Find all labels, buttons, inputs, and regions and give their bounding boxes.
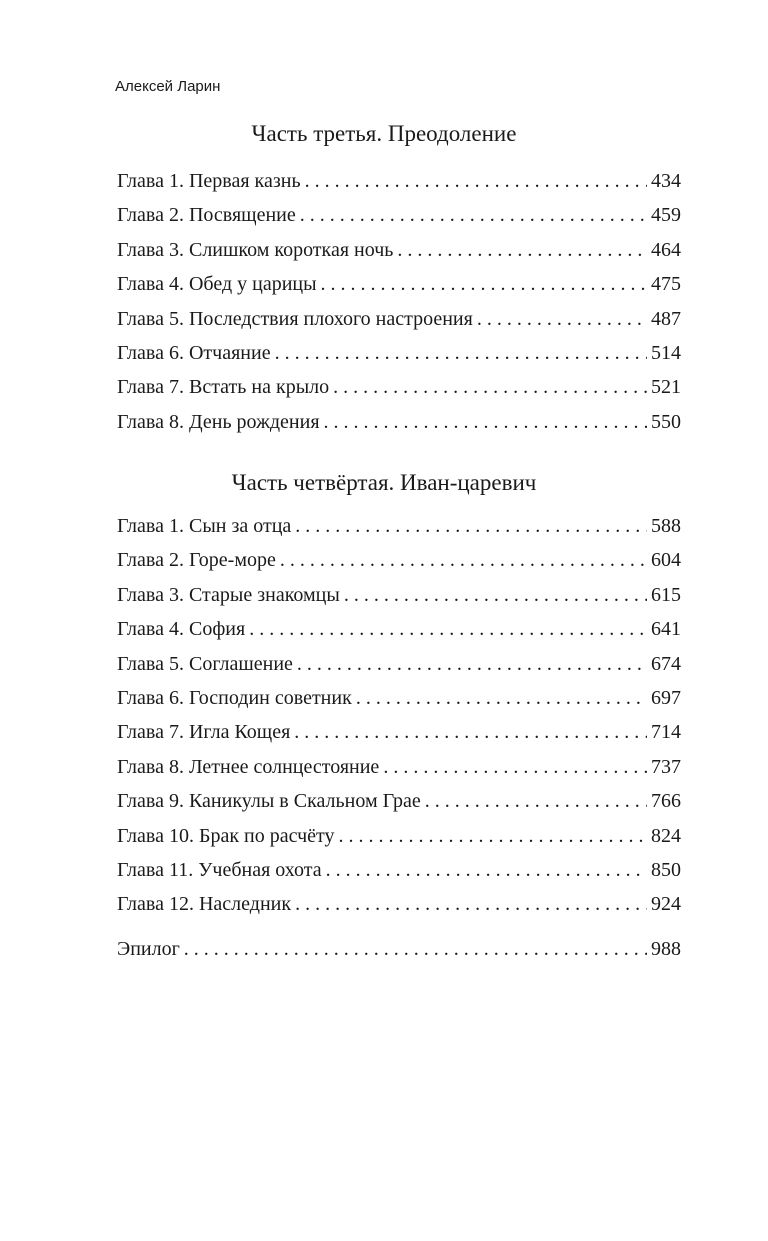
entry-label: Глава 6. Отчаяние	[117, 341, 271, 364]
entry-page: 604	[651, 549, 681, 572]
part-title: Часть четвёртая. Иван-царевич	[231, 470, 537, 495]
entry-label: Глава 5. Последствия плохого настроения	[117, 307, 473, 330]
entry-label: Глава 1. Сын за отца	[117, 515, 292, 537]
toc-entry[interactable]	[117, 790, 681, 824]
entry-label: Глава 4. София	[117, 618, 246, 641]
dot-leader	[397, 239, 647, 262]
entry-page: 615	[651, 583, 681, 606]
entry-page: 924	[651, 893, 681, 916]
entry-label: Глава 5. Соглашение	[117, 652, 293, 675]
entry-page: 434	[651, 170, 681, 192]
running-header-author: Алексей Ларин	[115, 78, 221, 95]
entry-label: Глава 10. Брак по расчёту	[117, 824, 335, 847]
toc-entry[interactable]	[117, 170, 681, 204]
dot-leader	[477, 308, 647, 331]
toc-section	[117, 515, 681, 928]
dot-leader	[356, 687, 647, 710]
entry-label: Глава 7. Встать на крыло	[117, 376, 330, 399]
entry-page: 737	[651, 755, 681, 778]
dot-leader	[324, 411, 647, 434]
toc-entry[interactable]	[117, 893, 681, 927]
entry-page: 550	[651, 410, 681, 433]
dot-leader	[339, 825, 647, 848]
toc-entry[interactable]	[117, 549, 681, 583]
toc-entry[interactable]	[117, 756, 681, 790]
entry-label: Эпилог	[117, 938, 180, 960]
entry-label: Глава 11. Учебная охота	[117, 858, 322, 881]
entry-page: 514	[651, 341, 681, 364]
entry-page: 988	[651, 938, 681, 960]
entry-page: 766	[651, 790, 681, 813]
entry-label: Глава 2. Горе-море	[117, 549, 276, 572]
entry-page: 641	[651, 618, 681, 641]
entry-page: 459	[651, 204, 681, 227]
toc-entry[interactable]	[117, 825, 681, 859]
toc-entry[interactable]	[117, 239, 681, 273]
toc-section	[117, 170, 681, 445]
entry-page: 588	[651, 515, 681, 537]
toc-entry[interactable]	[117, 411, 681, 445]
entry-label: Глава 9. Каникулы в Скальном Грае	[117, 790, 421, 813]
toc-entry[interactable]	[117, 721, 681, 755]
dot-leader	[297, 653, 647, 676]
entry-page: 475	[651, 273, 681, 296]
dot-leader	[295, 515, 647, 538]
entry-page: 697	[651, 686, 681, 709]
dot-leader	[295, 893, 647, 916]
entry-label: Глава 2. Посвящение	[117, 204, 296, 227]
entry-page: 850	[651, 858, 681, 881]
toc-entry[interactable]	[117, 584, 681, 618]
entry-page: 487	[651, 307, 681, 330]
toc-entry[interactable]	[117, 653, 681, 687]
toc-entry[interactable]	[117, 938, 681, 972]
toc-entry[interactable]	[117, 687, 681, 721]
entry-page: 824	[651, 824, 681, 847]
dot-leader	[333, 376, 647, 399]
dot-leader	[321, 273, 647, 296]
entry-label: Глава 4. Обед у царицы	[117, 273, 317, 296]
entry-page: 464	[651, 238, 681, 261]
toc-entry[interactable]	[117, 273, 681, 307]
entry-label: Глава 1. Первая казнь	[117, 170, 301, 192]
dot-leader	[249, 618, 647, 641]
dot-leader	[294, 721, 647, 744]
entry-label: Глава 8. Летнее солнцестояние	[117, 755, 380, 778]
dot-leader	[344, 584, 647, 607]
dot-leader	[184, 938, 647, 961]
entry-label: Глава 12. Наследник	[117, 893, 292, 916]
dot-leader	[383, 756, 647, 779]
dot-leader	[275, 342, 647, 365]
toc-entry[interactable]	[117, 342, 681, 376]
dot-leader	[300, 204, 647, 227]
entry-label: Глава 3. Слишком короткая ночь	[117, 238, 394, 261]
entry-label: Глава 6. Господин советник	[117, 686, 352, 709]
toc-epilogue	[117, 938, 681, 972]
dot-leader	[326, 859, 647, 882]
dot-leader	[305, 170, 647, 193]
toc-entry[interactable]	[117, 376, 681, 410]
entry-label: Глава 3. Старые знакомцы	[117, 583, 340, 606]
toc-entry[interactable]	[117, 308, 681, 342]
entry-label: Глава 8. День рождения	[117, 410, 320, 433]
toc-entry[interactable]	[117, 204, 681, 238]
toc-entry[interactable]	[117, 618, 681, 652]
dot-leader	[425, 790, 647, 813]
part-title: Часть третья. Преодоление	[251, 121, 517, 146]
entry-page: 521	[651, 376, 681, 399]
toc-entry[interactable]	[117, 859, 681, 893]
toc-entry[interactable]	[117, 515, 681, 549]
entry-label: Глава 7. Игла Кощея	[117, 721, 291, 744]
entry-page: 674	[651, 652, 681, 675]
dot-leader	[280, 549, 647, 572]
entry-page: 714	[651, 721, 681, 744]
